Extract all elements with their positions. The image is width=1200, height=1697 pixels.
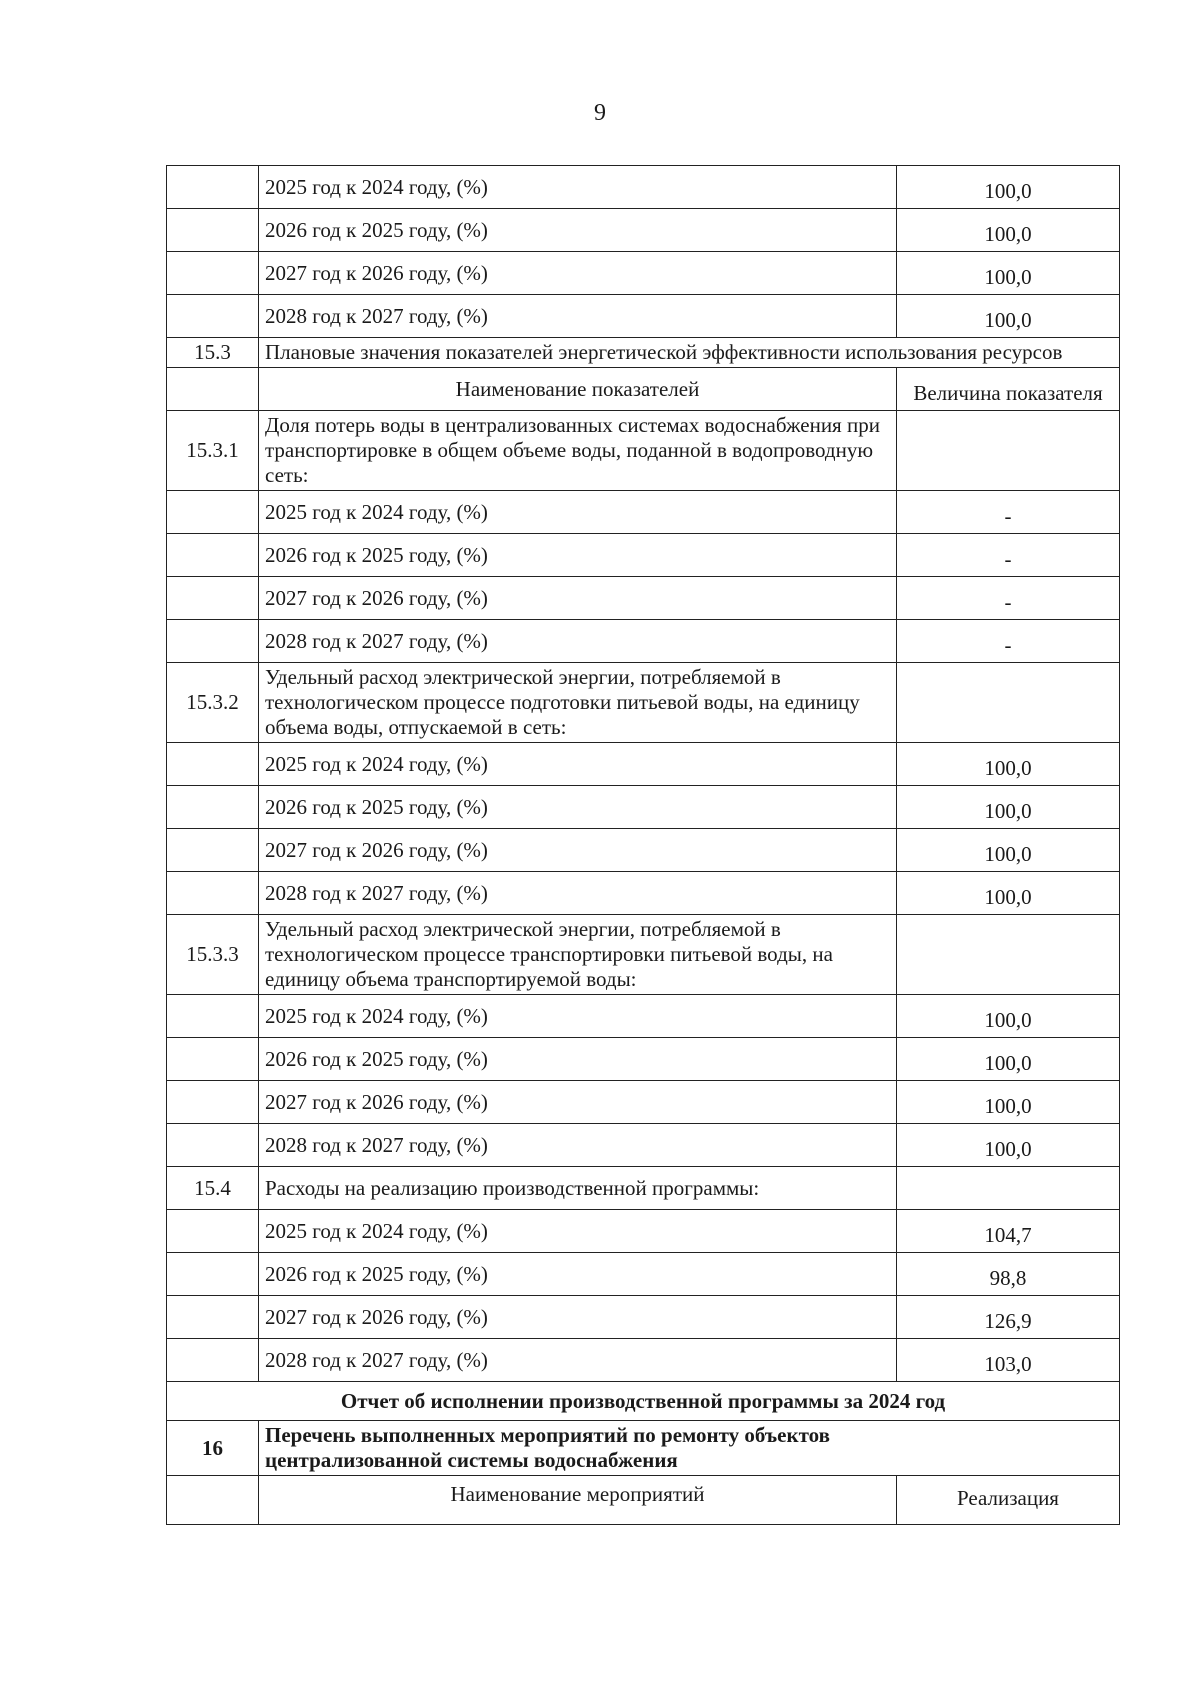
section-row-16: [167, 1421, 1120, 1476]
section-number: 15.3.1: [167, 411, 259, 491]
row-number: [167, 1296, 259, 1339]
row-label: 2027 год к 2026 году, (%): [259, 1081, 897, 1124]
row-value: 100,0: [897, 743, 1120, 786]
section-title: Плановые значения показателей энергетической эффективности использования ресурсов: [259, 338, 1120, 368]
row-value: [897, 1167, 1120, 1210]
section-row-15-4: [167, 1167, 1120, 1210]
header-value: Величина показателя: [897, 368, 1120, 411]
table-row: [167, 252, 1120, 295]
table-row: [167, 1081, 1120, 1124]
page-number: 9: [594, 100, 606, 126]
row-label: 2025 год к 2024 году, (%): [259, 743, 897, 786]
row-value: 100,0: [897, 209, 1120, 252]
row-number: [167, 577, 259, 620]
row-value: 126,9: [897, 1296, 1120, 1339]
header-value: Реализация: [897, 1476, 1120, 1525]
section-title: Удельный расход электрической энергии, потребляемой в технологическом процессе подготовки питьевой воды, на единицу объема воды, отпускаемой в сеть:: [259, 663, 897, 743]
section-row-15-3-1: [167, 411, 1120, 491]
indicators-table: [166, 165, 1120, 1525]
row-number: [167, 295, 259, 338]
row-label: 2027 год к 2026 году, (%): [259, 829, 897, 872]
row-number: [167, 209, 259, 252]
row-value: [897, 663, 1120, 743]
table-row: [167, 166, 1120, 209]
table-row: [167, 1253, 1120, 1296]
row-label: 2028 год к 2027 году, (%): [259, 872, 897, 915]
row-number: [167, 995, 259, 1038]
row-value: -: [897, 620, 1120, 663]
section-row-15-3-3: [167, 915, 1120, 995]
row-label: 2027 год к 2026 году, (%): [259, 1296, 897, 1339]
table-row: [167, 872, 1120, 915]
section-number: 16: [167, 1421, 259, 1476]
row-value: [897, 411, 1120, 491]
row-value: 100,0: [897, 252, 1120, 295]
table-row: [167, 577, 1120, 620]
table-row: [167, 1124, 1120, 1167]
row-number: [167, 534, 259, 577]
row-number: [167, 166, 259, 209]
row-value: -: [897, 491, 1120, 534]
report-title: Отчет об исполнении производственной программы за 2024 год: [167, 1382, 1120, 1421]
row-number: [167, 1124, 259, 1167]
header-name: Наименование показателей: [259, 368, 897, 411]
table-row: [167, 534, 1120, 577]
section-number: 15.3: [167, 338, 259, 368]
row-label: 2027 год к 2026 году, (%): [259, 577, 897, 620]
table-row: [167, 620, 1120, 663]
row-label: 2026 год к 2025 году, (%): [259, 534, 897, 577]
row-label: 2028 год к 2027 году, (%): [259, 1124, 897, 1167]
row-value: 100,0: [897, 995, 1120, 1038]
table-row: [167, 491, 1120, 534]
row-value: 100,0: [897, 1038, 1120, 1081]
row-label: 2026 год к 2025 году, (%): [259, 1253, 897, 1296]
table-header-row: [167, 1476, 1120, 1525]
table-row: [167, 1339, 1120, 1382]
row-number: [167, 491, 259, 534]
row-label: 2025 год к 2024 году, (%): [259, 995, 897, 1038]
row-number: [167, 1476, 259, 1525]
row-label: 2026 год к 2025 году, (%): [259, 209, 897, 252]
row-label: 2028 год к 2027 году, (%): [259, 295, 897, 338]
row-number: [167, 620, 259, 663]
row-label: 2025 год к 2024 году, (%): [259, 1210, 897, 1253]
section-title: Удельный расход электрической энергии, потребляемой в технологическом процессе транспортировки питьевой воды, на единицу объема транспортируемой воды:: [259, 915, 897, 995]
row-number: [167, 786, 259, 829]
section-title: Расходы на реализацию производственной программы:: [259, 1167, 897, 1210]
table-row: [167, 743, 1120, 786]
row-label: 2027 год к 2026 году, (%): [259, 252, 897, 295]
row-label: 2026 год к 2025 году, (%): [259, 1038, 897, 1081]
row-value: 100,0: [897, 872, 1120, 915]
row-label: 2025 год к 2024 году, (%): [259, 166, 897, 209]
row-value: 100,0: [897, 166, 1120, 209]
row-number: [167, 829, 259, 872]
row-number: [167, 1081, 259, 1124]
row-number: [167, 1038, 259, 1081]
row-number: [167, 252, 259, 295]
row-label: 2026 год к 2025 году, (%): [259, 786, 897, 829]
section-row-15-3: [167, 338, 1120, 368]
row-value: [897, 915, 1120, 995]
table-row: [167, 1296, 1120, 1339]
row-number: [167, 1339, 259, 1382]
section-number: 15.4: [167, 1167, 259, 1210]
row-value: -: [897, 577, 1120, 620]
table-row: [167, 295, 1120, 338]
row-value: 100,0: [897, 829, 1120, 872]
section-number: 15.3.3: [167, 915, 259, 995]
row-number: [167, 1253, 259, 1296]
row-value: 98,8: [897, 1253, 1120, 1296]
section-title: Перечень выполненных мероприятий по ремонту объектов централизованной системы водоснабжения: [259, 1421, 1120, 1476]
row-value: 100,0: [897, 295, 1120, 338]
row-value: 100,0: [897, 1081, 1120, 1124]
row-label: 2028 год к 2027 году, (%): [259, 1339, 897, 1382]
table-row: [167, 209, 1120, 252]
table-row: [167, 829, 1120, 872]
table-header-row: [167, 368, 1120, 411]
row-label: 2025 год к 2024 году, (%): [259, 491, 897, 534]
table-row: [167, 786, 1120, 829]
row-number: [167, 872, 259, 915]
row-value: 100,0: [897, 786, 1120, 829]
table-row: [167, 1038, 1120, 1081]
row-label: 2028 год к 2027 году, (%): [259, 620, 897, 663]
row-number: [167, 743, 259, 786]
table-row: [167, 1210, 1120, 1253]
row-number: [167, 368, 259, 411]
table-row: [167, 995, 1120, 1038]
row-number: [167, 1210, 259, 1253]
row-value: 100,0: [897, 1124, 1120, 1167]
row-value: -: [897, 534, 1120, 577]
report-title-row: [167, 1382, 1120, 1421]
header-name: Наименование мероприятий: [259, 1476, 897, 1525]
row-value: 104,7: [897, 1210, 1120, 1253]
row-value: 103,0: [897, 1339, 1120, 1382]
section-number: 15.3.2: [167, 663, 259, 743]
section-title: Доля потерь воды в централизованных системах водоснабжения при транспортировке в общем объеме воды, поданной в водопроводную сеть:: [259, 411, 897, 491]
section-row-15-3-2: [167, 663, 1120, 743]
